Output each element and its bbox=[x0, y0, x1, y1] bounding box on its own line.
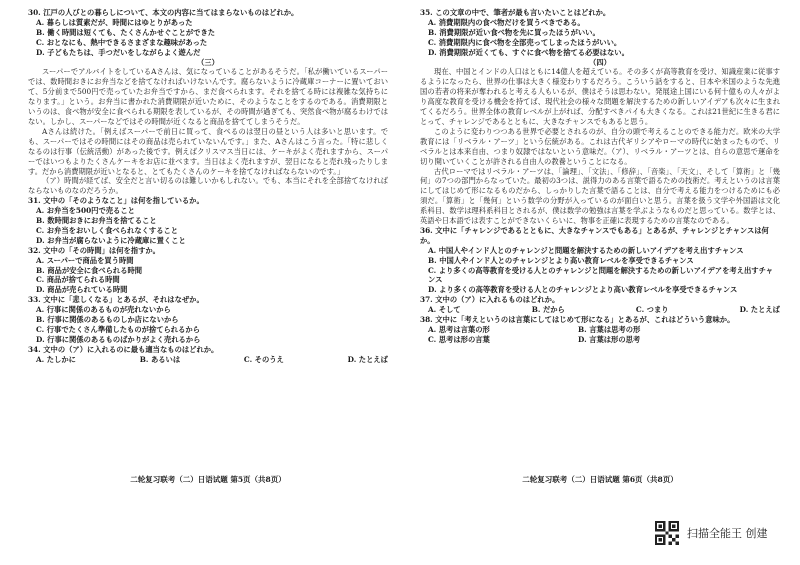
answer-option: D. 子どもたちは、手つだいをしながらよく遊んだ bbox=[36, 47, 201, 57]
passage-paragraph: スーパーでアルバイトをしているAさんは、気になっていることがあるそうだ。「私が働いているスーパーでは、数時間おきにお弁当などを捨てなければいけないんです。腐らないように冷蔵庫コーナーに置いておいて、5分前まで500円で売っていたお弁当ですから、まだ食べられます。それを捨てる時には複雑な気持ちになります。」という。お弁当に書かれた消費期限が近いために、そのようなことをするのである。消費期限というのは、食べ物が安全に食べられる期限を表しているが、その時間が過ぎても、突然食べ物が腐るわけではない。しかし、スーパーなどではその時間が近くなると商品を捨ててしまうそうだ。 bbox=[28, 67, 388, 126]
section-heading: （三） bbox=[197, 57, 219, 67]
answer-choice: A. そして bbox=[428, 305, 461, 315]
answer-choice: A. 思考は言葉の形 bbox=[428, 325, 490, 334]
question: 33. 文中に「悲しくなる」とあるが、それはなぜか。 bbox=[28, 295, 204, 305]
answer-choice: B. だから bbox=[531, 305, 565, 315]
right-page-footer: 二轮复习联考（二）日语试题 第6页（共8页） bbox=[522, 475, 678, 484]
answer-option: A. お弁当を500円で売ること bbox=[36, 206, 135, 216]
answer-option: D. 商品が売られている時間 bbox=[36, 285, 128, 295]
answer-option: C. 消費期限内に食べ物を全部売ってしまったほうがいい。 bbox=[428, 37, 622, 47]
answer-option: C. 商品が捨てられる時間 bbox=[36, 275, 120, 285]
answer-option: A. 消費期限内の食べ物だけを買うべきである。 bbox=[428, 17, 585, 27]
question: 31. 文中の「そのようなこと」は何を指しているか。 bbox=[28, 196, 204, 206]
answer-option: D. お弁当が腐らないように冷蔵庫に置くこと bbox=[36, 235, 186, 245]
watermark-text: 扫描全能王 创建 bbox=[687, 527, 768, 540]
answer-option: B. 働く時間は短くても、たくさんかせぐことができた bbox=[36, 27, 216, 37]
answer-choice: C. つまり bbox=[635, 305, 669, 315]
answer-option: C. お弁当をおいしく食べられなくすること bbox=[36, 225, 179, 235]
answer-option: A. 行事に関係のあるものが売れないから bbox=[36, 305, 171, 315]
answer-choice: B. あるいは bbox=[139, 354, 181, 364]
answer-choices-row bbox=[428, 325, 780, 335]
answer-choice: D. 言葉は形の思考 bbox=[578, 334, 641, 344]
left-page-footer: 二轮复习联考（二）日语试题 第5页（共8页） bbox=[130, 475, 286, 484]
left-page bbox=[28, 8, 388, 488]
answer-option: A. スーパーで商品を買う時間 bbox=[36, 255, 134, 265]
answer-choice: C. 思考は形の言葉 bbox=[428, 334, 490, 344]
answer-option: C. 行事でたくさん準備したものが捨てられるから bbox=[36, 325, 200, 334]
question: 35. この文章の中で、筆者が最も言いたいことはどれか。 bbox=[420, 8, 611, 17]
answer-choice: D. たとえば bbox=[739, 305, 780, 315]
answer-choice: A. たしかに bbox=[36, 354, 76, 364]
scanner-watermark bbox=[655, 521, 768, 545]
passage-paragraph: （ア）時間が経てば、安全だと言い切るのは難しいかもしれない。でも、本当にそれを全部捨てなければならないものなのだろうか。 bbox=[28, 176, 388, 196]
answer-option: B. 数時間おきにお弁当を捨てること bbox=[36, 216, 157, 226]
passage-paragraph: Aさんは続けた。「例えばスーパーで前日に買って、食べるのは翌日の昼という人は多いと思います。でも、スーパーではその時間にはその商品は売られていないんです。」また、Aさんはこう言った。「特に悲しくなるのは行事（伝統活動）があった後です。例えばクリスマス当日には、ケーキがよく売れますから、スーパーではいつもよりたくさんケーキをお店に並べます。当日はよく売れますが、翌日になると売れ残ったりします。だから消費期限が近いとなると、とてもたくさんのケーキを捨てなければならないのです。」 bbox=[28, 126, 388, 176]
answer-option: A. 中国人やインド人とのチャレンジと問題を解決するための新しいアイデアを考え出すチャンス bbox=[428, 245, 744, 255]
passage-paragraph: 古代ローマではリベラル・アーツは、「論理」、「文法」、「修辞」、「音楽」、「天文」、そして「算術」と「幾何」の7つの部門からなっていた。最初の3つは、説得力のある言葉で語るための技術だ。考えというのは言葉にしてはじめて形になるものだから、しっかりした言葉で語ることは、自分で考える能力をつけるためにも必須だ。「算術」と「幾何」という数学の分野が入っているのが面白いと思う。言葉を扱う文学や外国語は文化系科目、数学は理科系科目とされるが、僕は数学の勉強は言葉を学ぶようなものだと思っている。数学とは、英語や日本語では表すことができないくらいに、物事を正確に表現するための言葉なのである。 bbox=[420, 166, 780, 226]
answer-option: C. より多くの高等教育を受ける人とのチャレンジと問題を解決するための新しいアイデアを考え出すチャンス bbox=[428, 265, 773, 285]
question: 34. 文中の（ア）に入れるのに最も適当なものはどれか。 bbox=[28, 344, 219, 354]
answer-option: C. おとなにも、熱中できるさまざまな趣味があった bbox=[36, 37, 208, 47]
question: 36. 文中に「チャレンジであるとともに、大きなチャンスでもある」とあるが、チャレンジとチャンスは何か。 bbox=[420, 225, 769, 245]
answer-choices-row bbox=[428, 305, 780, 315]
answer-option: D. 消費期限が近くても、すぐに食べ物を捨てる必要はない。 bbox=[428, 47, 629, 57]
answer-option: B. 消費期限が近い食べ物を先に買ったほうがいい。 bbox=[428, 27, 600, 37]
question: 37. 文中の（ア）に入れるものはどれか。 bbox=[420, 295, 560, 305]
section-heading: （四） bbox=[589, 57, 611, 67]
answer-choices-row bbox=[428, 335, 780, 345]
right-page bbox=[420, 8, 780, 488]
answer-option: A. 暮らしは質素だが、時間にはゆとりがあった bbox=[36, 17, 193, 27]
answer-option: B. 行事に関係のあるものしか店にないから bbox=[36, 315, 179, 325]
question: 32. 文中の「その時間」は何を指すか。 bbox=[28, 245, 160, 255]
answer-choice: C. そのうえ bbox=[243, 354, 284, 364]
answer-option: D. 行事に関係のあるものばかりがよく売れるから bbox=[36, 334, 201, 344]
question: 38. 文中に「考えというのは言葉にしてはじめて形になる」とあるが、これはどういう意味か。 bbox=[420, 315, 735, 325]
qr-code-icon bbox=[655, 521, 679, 545]
answer-option: D. より多くの高等教育を受ける人とのチャレンジとより高い教育レベルを享受できるチャンス bbox=[428, 285, 738, 295]
question: 30. 江戸の人びとの暮らしについて、本文の内容に当てはまらないものはどれか。 bbox=[28, 8, 299, 17]
answer-option: B. 商品が安全に食べられる時間 bbox=[36, 265, 143, 275]
answer-option: B. 中国人やインド人とのチャレンジとより高い教育レベルを享受できるチャンス bbox=[428, 255, 694, 265]
answer-choice: D. たとえば bbox=[347, 354, 388, 364]
answer-choice: B. 言葉は思考の形 bbox=[578, 325, 641, 334]
answer-choices-row bbox=[36, 355, 388, 365]
passage-paragraph: 現在、中国とインドの人口はともに14億人を超えている。その多くが高等教育を受け、知識産業に従事するようになったら、世界の仕事は大きく様変わりするだろう。こういう話をすると、日本や米国のような先進国の若者の将来が奪われると考える人もいるが、僕はそうは思わない。発展途上国にいる何十億もの人々がより高度な教育を受ける機会を持てば、現代社会の様々な問題を解決するための新しいアイデアも次々に生まれてくるだろう。世界全体の教育レベルが上がれば、分配すべきパイも大きくなる。これは21世紀に生きる君にとって、チャレンジであるとともに、大きなチャンスでもあると思う。 bbox=[420, 67, 780, 126]
passage-paragraph: このように変わりつつある世界で必要とされるのが、自分の頭で考えることのできる能力だ。欧米の大学教育には「リベラル・アーツ」という伝統がある。これは古代ギリシアやローマの時代に始まったもので、リベラルとは本来自由、つまり奴隷ではないという意味だ。（ア）、リベラル・アーツとは、自らの意思で運命を切り開いていくことが許される自由人の教養ということになる。 bbox=[420, 126, 780, 166]
